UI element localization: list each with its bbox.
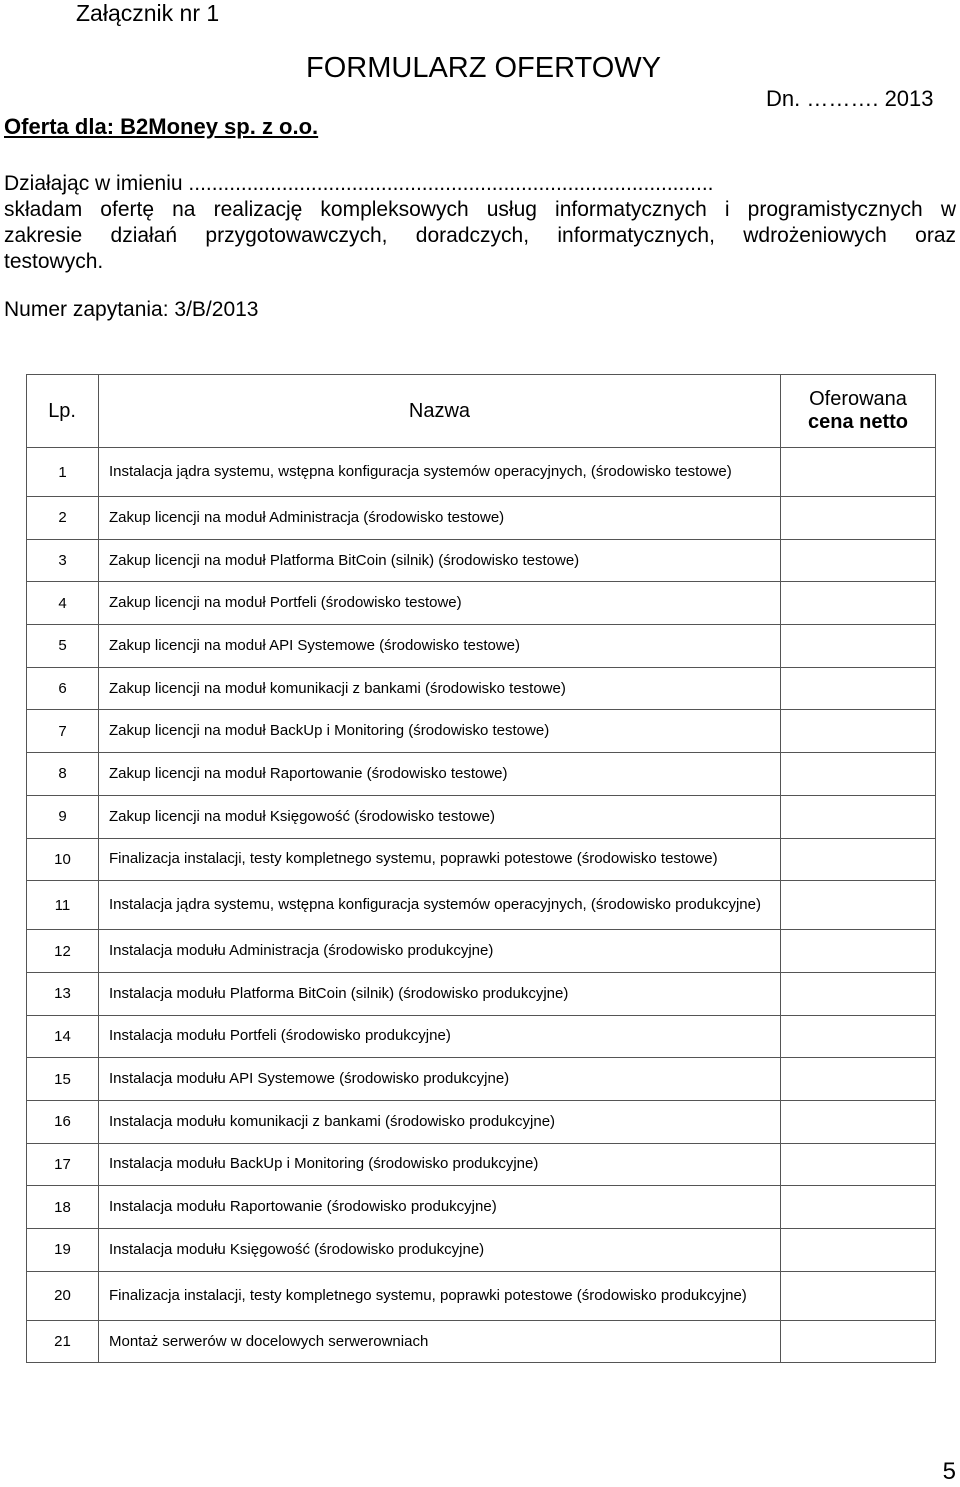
row-name: Finalizacja instalacji, testy kompletnego systemu, poprawki potestowe (środowisko produkcyjne) xyxy=(99,1271,781,1320)
row-price-cell[interactable] xyxy=(781,1143,936,1186)
row-name: Instalacja jądra systemu, wstępna konfiguracja systemów operacyjnych, (środowisko produkcyjne) xyxy=(99,881,781,930)
row-price-cell[interactable] xyxy=(781,582,936,625)
row-lp: 11 xyxy=(27,881,99,930)
table-row xyxy=(27,1100,936,1143)
row-name: Instalacja modułu Platforma BitCoin (silnik) (środowisko produkcyjne) xyxy=(99,972,781,1015)
table-row xyxy=(27,448,936,497)
row-lp: 4 xyxy=(27,582,99,625)
table-row xyxy=(27,881,936,930)
table-row xyxy=(27,1143,936,1186)
row-name: Zakup licencji na moduł Administracja (środowisko testowe) xyxy=(99,497,781,540)
row-price-cell[interactable] xyxy=(781,1015,936,1058)
row-lp: 14 xyxy=(27,1015,99,1058)
intro-line-2: składam ofertę na realizację kompleksowych usług informatycznych i programistycznych w xyxy=(4,198,956,221)
page-number: 5 xyxy=(942,1458,956,1485)
query-number: Numer zapytania: 3/B/2013 xyxy=(4,298,259,321)
table-row xyxy=(27,1229,936,1272)
row-price-cell[interactable] xyxy=(781,1271,936,1320)
row-lp: 10 xyxy=(27,838,99,881)
row-lp: 1 xyxy=(27,448,99,497)
date-field: Dn. ………. 2013 xyxy=(766,86,934,111)
row-name: Montaż serwerów w docelowych serwerowniach xyxy=(99,1320,781,1363)
table-header-row xyxy=(27,375,936,448)
row-price-cell[interactable] xyxy=(781,448,936,497)
row-lp: 15 xyxy=(27,1058,99,1101)
row-lp: 19 xyxy=(27,1229,99,1272)
row-name: Instalacja modułu Portfeli (środowisko produkcyjne) xyxy=(99,1015,781,1058)
row-lp: 5 xyxy=(27,625,99,668)
header-lp: Lp. xyxy=(27,375,99,448)
row-price-cell[interactable] xyxy=(781,539,936,582)
row-lp: 3 xyxy=(27,539,99,582)
offer-recipient: Oferta dla: B2Money sp. z o.o. xyxy=(4,114,319,139)
header-price-line1: Oferowana xyxy=(809,388,907,410)
row-price-cell[interactable] xyxy=(781,667,936,710)
row-lp: 9 xyxy=(27,795,99,838)
table-row xyxy=(27,710,936,753)
table-row xyxy=(27,972,936,1015)
table-row xyxy=(27,753,936,796)
intro-line-3: zakresie działań przygotowawczych, doradczych, informatycznych, wdrożeniowych oraz xyxy=(4,224,956,247)
row-price-cell[interactable] xyxy=(781,1058,936,1101)
row-lp: 6 xyxy=(27,667,99,710)
row-name: Instalacja modułu Administracja (środowisko produkcyjne) xyxy=(99,930,781,973)
table-row xyxy=(27,1058,936,1101)
row-lp: 2 xyxy=(27,497,99,540)
row-price-cell[interactable] xyxy=(781,930,936,973)
row-lp: 12 xyxy=(27,930,99,973)
row-price-cell[interactable] xyxy=(781,1186,936,1229)
row-price-cell[interactable] xyxy=(781,710,936,753)
row-lp: 20 xyxy=(27,1271,99,1320)
table-row xyxy=(27,1186,936,1229)
row-name: Zakup licencji na moduł komunikacji z bankami (środowisko testowe) xyxy=(99,667,781,710)
row-name: Zakup licencji na moduł Portfeli (środowisko testowe) xyxy=(99,582,781,625)
row-name: Zakup licencji na moduł API Systemowe (środowisko testowe) xyxy=(99,625,781,668)
table-row xyxy=(27,625,936,668)
table-row xyxy=(27,539,936,582)
row-price-cell[interactable] xyxy=(781,838,936,881)
row-name: Instalacja jądra systemu, wstępna konfiguracja systemów operacyjnych, (środowisko testowe) xyxy=(99,448,781,497)
row-lp: 21 xyxy=(27,1320,99,1363)
row-name: Zakup licencji na moduł Platforma BitCoin (silnik) (środowisko testowe) xyxy=(99,539,781,582)
table-row xyxy=(27,1320,936,1363)
table-row xyxy=(27,838,936,881)
row-price-cell[interactable] xyxy=(781,881,936,930)
row-lp: 7 xyxy=(27,710,99,753)
intro-paragraph xyxy=(4,171,956,275)
row-lp: 13 xyxy=(27,972,99,1015)
intro-line-1: Działając w imieniu .......................................................................................... xyxy=(4,172,714,195)
table-row xyxy=(27,1271,936,1320)
row-name: Instalacja modułu komunikacji z bankami (środowisko produkcyjne) xyxy=(99,1100,781,1143)
row-name: Instalacja modułu Raportowanie (środowisko produkcyjne) xyxy=(99,1186,781,1229)
table-row xyxy=(27,497,936,540)
row-price-cell[interactable] xyxy=(781,625,936,668)
annex-label: Załącznik nr 1 xyxy=(76,0,220,26)
table-row xyxy=(27,1015,936,1058)
row-lp: 16 xyxy=(27,1100,99,1143)
row-name: Instalacja modułu BackUp i Monitoring (środowisko produkcyjne) xyxy=(99,1143,781,1186)
header-price xyxy=(781,375,936,448)
row-price-cell[interactable] xyxy=(781,795,936,838)
header-price-line2: cena netto xyxy=(807,411,909,433)
table-row xyxy=(27,582,936,625)
row-price-cell[interactable] xyxy=(781,1320,936,1363)
row-price-cell[interactable] xyxy=(781,497,936,540)
intro-line-4: testowych. xyxy=(4,250,104,273)
table-row xyxy=(27,930,936,973)
row-lp: 17 xyxy=(27,1143,99,1186)
table-row xyxy=(27,667,936,710)
table-row xyxy=(27,795,936,838)
row-lp: 18 xyxy=(27,1186,99,1229)
form-title: FORMULARZ OFERTOWY xyxy=(306,52,661,84)
row-name: Finalizacja instalacji, testy kompletnego systemu, poprawki potestowe (środowisko testowe) xyxy=(99,838,781,881)
row-name: Instalacja modułu Księgowość (środowisko produkcyjne) xyxy=(99,1229,781,1272)
row-name: Zakup licencji na moduł BackUp i Monitoring (środowisko testowe) xyxy=(99,710,781,753)
row-price-cell[interactable] xyxy=(781,1100,936,1143)
row-price-cell[interactable] xyxy=(781,972,936,1015)
row-price-cell[interactable] xyxy=(781,753,936,796)
row-name: Instalacja modułu API Systemowe (środowisko produkcyjne) xyxy=(99,1058,781,1101)
header-name: Nazwa xyxy=(99,375,781,448)
row-name: Zakup licencji na moduł Raportowanie (środowisko testowe) xyxy=(99,753,781,796)
offer-table xyxy=(26,374,936,1363)
row-lp: 8 xyxy=(27,753,99,796)
row-price-cell[interactable] xyxy=(781,1229,936,1272)
row-name: Zakup licencji na moduł Księgowość (środowisko testowe) xyxy=(99,795,781,838)
